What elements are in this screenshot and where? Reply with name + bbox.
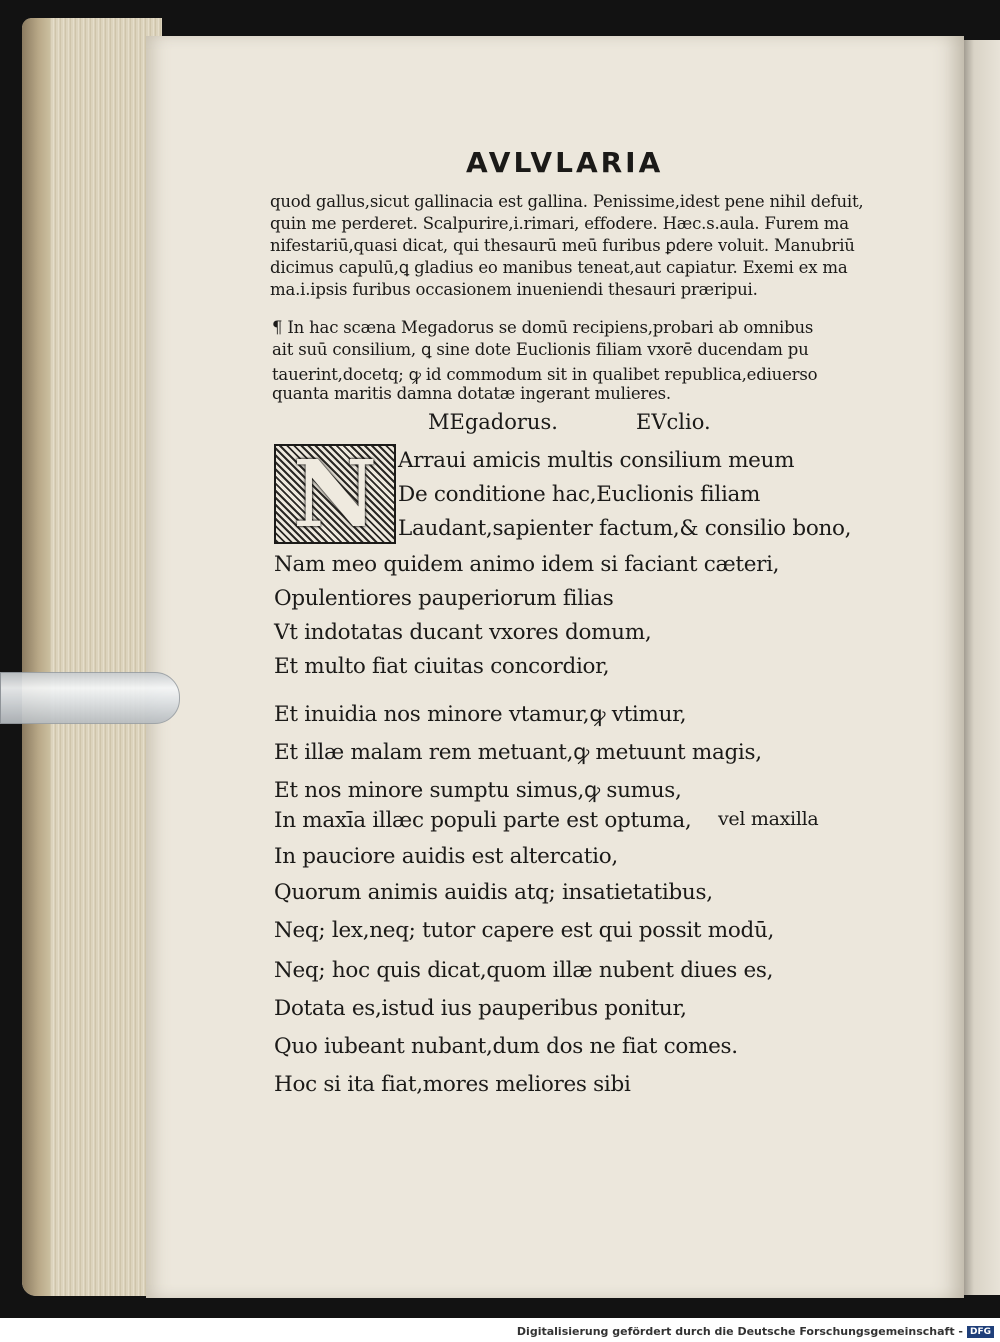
verse-line: Quorum animis auidis atq; insatietatibus,	[274, 880, 713, 905]
verse-line: Et multo fiat ciuitas concordior,	[274, 654, 610, 679]
verse-line: Dotata es,istud ius pauperibus ponitur,	[274, 996, 687, 1021]
verse-line: Hoc si ita fiat,mores meliores sibi	[274, 1072, 631, 1097]
argument-line: ait suū consilium, ꝗ sine dote Euclionis filiam vxorē ducendam pu	[272, 340, 809, 359]
verse-line: Et illæ malam rem metuant,ꝙ metuunt magis,	[274, 740, 762, 765]
footer-credit	[517, 1325, 994, 1338]
footer-text: Digitalisierung gefördert durch die Deutsche Forschungsgemeinschaft -	[516, 1325, 963, 1338]
argument-line: ¶ In hac scæna Megadorus se domū recipiens,probari ab omnibus	[272, 318, 814, 337]
verse-line: De conditione hac,Euclionis filiam	[398, 482, 761, 507]
verse-line: Opulentiores pauperiorum filias	[274, 586, 614, 611]
decorated-initial	[274, 440, 396, 548]
commentary-line: dicimus capulū,ꝗ gladius eo manibus teneat,aut capiatur. Exemi ex ma	[270, 258, 848, 277]
argument-line: tauerint,docetq; ꝙ id commodum sit in qualibet republica,ediuerso	[272, 365, 818, 384]
verse-line: Et nos minore sumptu simus,ꝙ sumus,	[274, 778, 682, 803]
book-cover-edge	[22, 18, 50, 1296]
verse-line: Nam meo quidem animo idem si faciant cæteri,	[274, 552, 780, 577]
argument-line: quanta maritis damna dotatæ ingerant mulieres.	[272, 384, 671, 403]
verse-line: In pauciore auidis est altercatio,	[274, 844, 618, 869]
dfg-logo: DFG	[967, 1326, 994, 1338]
commentary-line: quin me perderet. Scalpurire,i.rimari, effodere. Hæc.s.aula. Furem ma	[270, 214, 849, 233]
running-head: AVLVLARIA	[466, 146, 664, 179]
verse-line: Neq; lex,neq; tutor capere est qui possit modū,	[274, 918, 775, 943]
verse-line: In maxīa illæc populi parte est optuma,	[274, 808, 692, 833]
verse-line: Et inuidia nos minore vtamur,ꝙ vtimur,	[274, 702, 687, 727]
commentary-line: nifestariū,quasi dicat, qui thesaurū meū furibus ꝑdere voluit. Manubriū	[270, 236, 855, 255]
commentary-line: ma.i.ipsis furibus occasionem inueniendi thesauri præripui.	[270, 280, 758, 299]
facing-page-edge	[960, 40, 1000, 1295]
verse-line: Vt indotatas ducant vxores domum,	[274, 620, 652, 645]
page-holder-rod	[0, 672, 180, 724]
verse-line: Arraui amicis multis consilium meum	[398, 448, 795, 473]
speaker-euclio: EVclio.	[636, 410, 711, 434]
commentary-line: quod gallus,sicut gallinacia est gallina. Penissime,idest pene nihil defuit,	[270, 192, 864, 211]
speaker-megadorus: MEgadorus.	[428, 410, 558, 434]
verse-line: Laudant,sapienter factum,& consilio bono,	[398, 516, 852, 541]
initial-letter: N	[292, 440, 378, 548]
verse-line: Neq; hoc quis dicat,quom illæ nubent diues es,	[274, 958, 774, 983]
variant-note: vel maxilla	[718, 808, 819, 830]
verse-line: Quo iubeant nubant,dum dos ne fiat comes.	[274, 1034, 738, 1059]
